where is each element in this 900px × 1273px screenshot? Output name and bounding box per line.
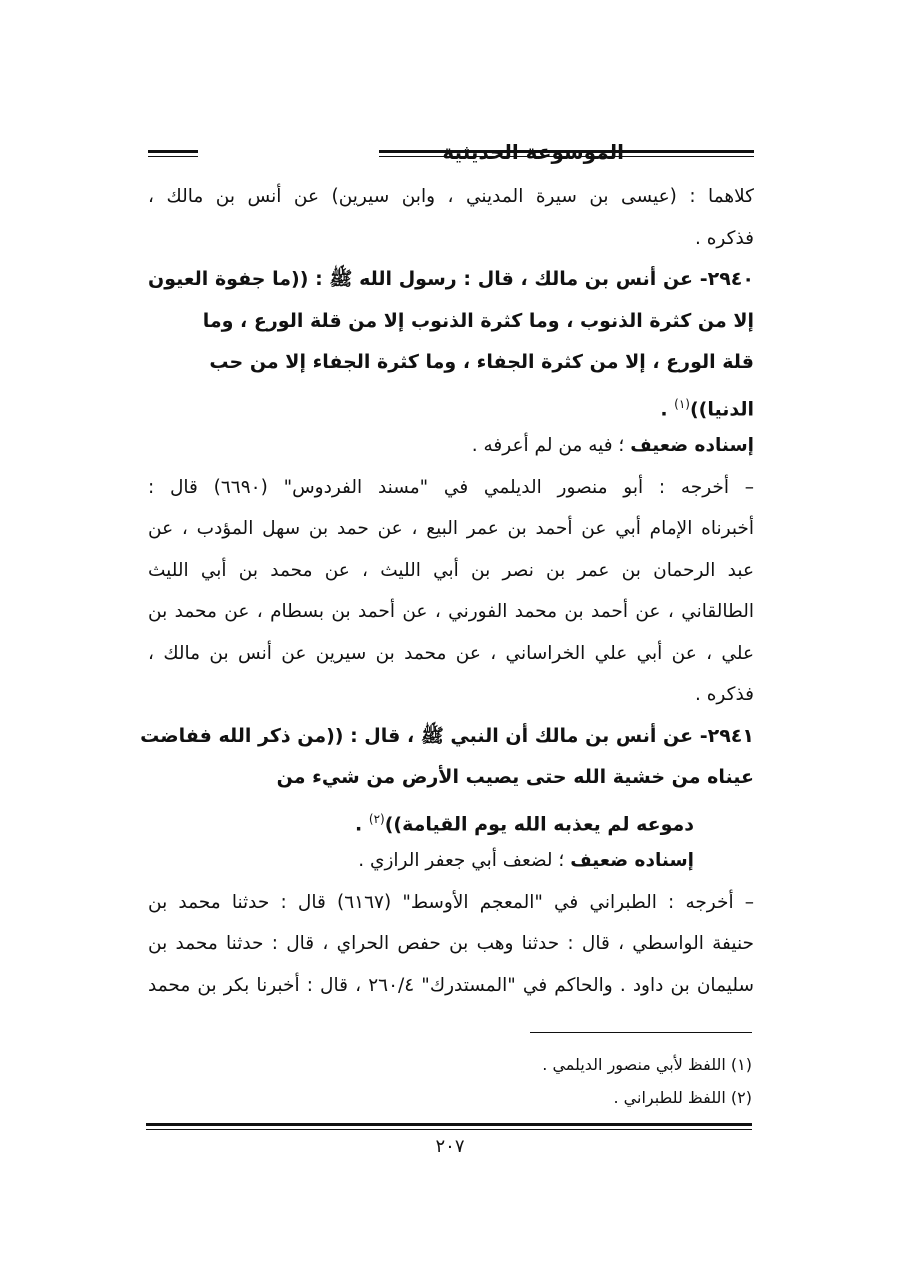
hadith-line: إلا من كثرة الذنوب ، وما كثرة الذنوب إلا من قلة الورع ، وما: [202, 309, 754, 332]
takhrij-2940: [148, 467, 754, 716]
running-header: [148, 136, 754, 176]
hadith-line-end: [148, 799, 754, 841]
footnote-rule: [530, 1032, 752, 1033]
isnad-grade: إسناده ضعيف: [570, 850, 694, 871]
footnotes: [148, 1048, 752, 1114]
header-title: الموسوعة الحديثية: [442, 140, 624, 164]
takhrij-2941: [148, 882, 754, 1007]
text-line: علي ، عن أبي علي الخراساني ، عن محمد بن سيرين عن أنس بن مالك ،: [148, 642, 754, 664]
text-line: – أخرجه : الطبراني في "المعجم الأوسط" (٦١٦٧) قال : حدثنا محمد بن: [148, 891, 755, 913]
text-line: حنيفة الواسطي ، قال : حدثنا وهب بن حفص الحراي ، قال : حدثنا محمد بن: [148, 933, 754, 954]
hadith-line: ٢٩٤٠- عن أنس بن مالك ، قال : رسول الله ﷺ : ((ما جفوة العيون: [148, 268, 754, 290]
header-rule-short: [148, 150, 198, 157]
text-line: فذكره .: [694, 227, 754, 249]
hadith-line-end: [148, 384, 754, 426]
text-line: عبد الرحمان بن عمر بن نصر بن أبي الليث ، عن محمد بن أبي الليث: [148, 559, 754, 581]
hadith-2941: [140, 716, 754, 841]
hadith-line: ٢٩٤١- عن أنس بن مالك أن النبي ﷺ ، قال : ((من ذكر الله ففاضت: [140, 724, 754, 747]
footnote-1: (١) اللفظ لأبي منصور الديلمي .: [542, 1055, 752, 1074]
text-line: كلاهما : (عيسى بن سيرة المديني ، وابن سيرين) عن أنس بن مالك ،: [148, 186, 754, 207]
text-line: الطالقاني ، عن أحمد بن محمد الفورني ، عن أحمد بن بسطام ، عن محمد بن: [148, 601, 754, 622]
hadith-2940: [148, 259, 754, 425]
isnad-2940: [148, 425, 754, 467]
isnad-reason: ؛ لضعف أبي جعفر الرازي .: [358, 850, 571, 871]
text-line: – أخرجه : أبو منصور الديلمي في "مسند الفردوس" (٦٦٩٠) قال :: [148, 476, 754, 498]
hadith-end: .: [355, 812, 369, 835]
intro-paragraph: [148, 176, 754, 259]
page-number: ٢٠٧: [435, 1136, 465, 1157]
page-body: [140, 136, 755, 1006]
footnote-ref: (٢): [368, 811, 385, 826]
hadith-text: دموعه لم يعذبه الله يوم القيامة)): [384, 812, 694, 835]
text-line: سليمان بن داود . والحاكم في "المستدرك" ٢٦٠/٤ ، قال : أخبرنا بكر بن محمد: [148, 974, 754, 996]
text-line: فذكره .: [694, 684, 754, 705]
hadith-end: .: [660, 397, 675, 420]
hadith-line: قلة الورع ، إلا من كثرة الجفاء ، وما كثرة الجفاء إلا من حب: [209, 351, 754, 373]
bottom-rule: [146, 1123, 752, 1130]
hadith-text: الدنيا)): [689, 397, 754, 420]
isnad-grade: إسناده ضعيف: [630, 435, 754, 456]
footnote-ref: (١): [674, 396, 690, 411]
footnote-2: (٢) اللفظ للطبراني .: [613, 1088, 752, 1107]
hadith-line: عيناه من خشية الله حتى يصيب الأرض من شيء من: [276, 766, 754, 788]
isnad-reason: ؛ فيه من لم أعرفه .: [471, 435, 631, 456]
text-line: أخبرناه الإمام أبي عن أحمد بن عمر البيع ، عن حمد بن سهل المؤدب ، عن: [148, 518, 754, 539]
isnad-2941: [148, 840, 754, 882]
